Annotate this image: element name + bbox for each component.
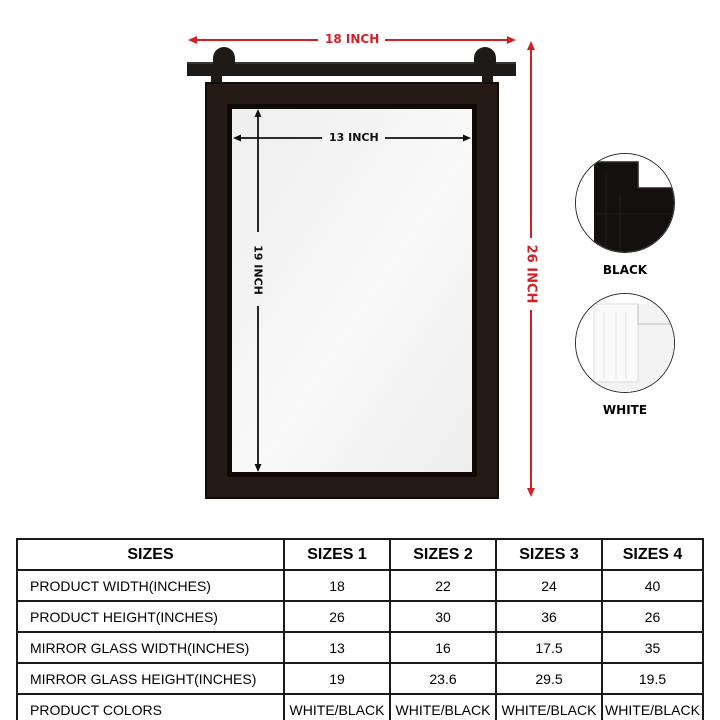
table-row <box>17 663 703 694</box>
hanging-rail <box>187 62 516 76</box>
table-cell: 30 <box>390 601 496 632</box>
table-cell: 35 <box>602 632 703 663</box>
row-label: PRODUCT HEIGHT(INCHES) <box>17 601 284 632</box>
width-label: 18 INCH <box>325 32 380 46</box>
table-cell: 26 <box>602 601 703 632</box>
table-cell: 36 <box>496 601 602 632</box>
table-header-row <box>17 539 703 570</box>
table-cell: WHITE/BLACK <box>602 694 703 720</box>
row-label: MIRROR GLASS HEIGHT(INCHES) <box>17 663 284 694</box>
table-cell: 13 <box>284 632 390 663</box>
glass-width-label: 13 INCH <box>329 131 379 144</box>
table-cell: 19.5 <box>602 663 703 694</box>
table-cell: 29.5 <box>496 663 602 694</box>
row-label: MIRROR GLASS WIDTH(INCHES) <box>17 632 284 663</box>
height-label: 26 INCH <box>523 244 539 304</box>
table-row <box>17 570 703 601</box>
header-sizes-4: SIZES 4 <box>602 539 703 570</box>
table-cell: 22 <box>390 570 496 601</box>
glass-height-label: 19 INCH <box>251 245 265 295</box>
table-cell: 26 <box>284 601 390 632</box>
table-row <box>17 601 703 632</box>
black-swatch-texture <box>576 154 675 253</box>
black-swatch <box>575 153 675 253</box>
table-cell: 24 <box>496 570 602 601</box>
white-swatch <box>575 293 675 393</box>
table-row <box>17 694 703 720</box>
table-cell: 23.6 <box>390 663 496 694</box>
table-cell: WHITE/BLACK <box>284 694 390 720</box>
table-cell: 40 <box>602 570 703 601</box>
black-swatch-label: BLACK <box>602 263 648 277</box>
table-cell: 16 <box>390 632 496 663</box>
header-sizes-1: SIZES 1 <box>284 539 390 570</box>
table-row <box>17 632 703 663</box>
white-swatch-label: WHITE <box>602 403 648 417</box>
header-sizes-2: SIZES 2 <box>390 539 496 570</box>
table-cell: WHITE/BLACK <box>496 694 602 720</box>
table-cell: WHITE/BLACK <box>390 694 496 720</box>
header-sizes-3: SIZES 3 <box>496 539 602 570</box>
row-label: PRODUCT COLORS <box>17 694 284 720</box>
table-cell: 19 <box>284 663 390 694</box>
sizes-table <box>16 538 704 720</box>
header-sizes: SIZES <box>17 539 284 570</box>
row-label: PRODUCT WIDTH(INCHES) <box>17 570 284 601</box>
mirror-glass <box>232 109 472 472</box>
white-swatch-texture <box>576 294 675 393</box>
table-cell: 17.5 <box>496 632 602 663</box>
table-cell: 18 <box>284 570 390 601</box>
